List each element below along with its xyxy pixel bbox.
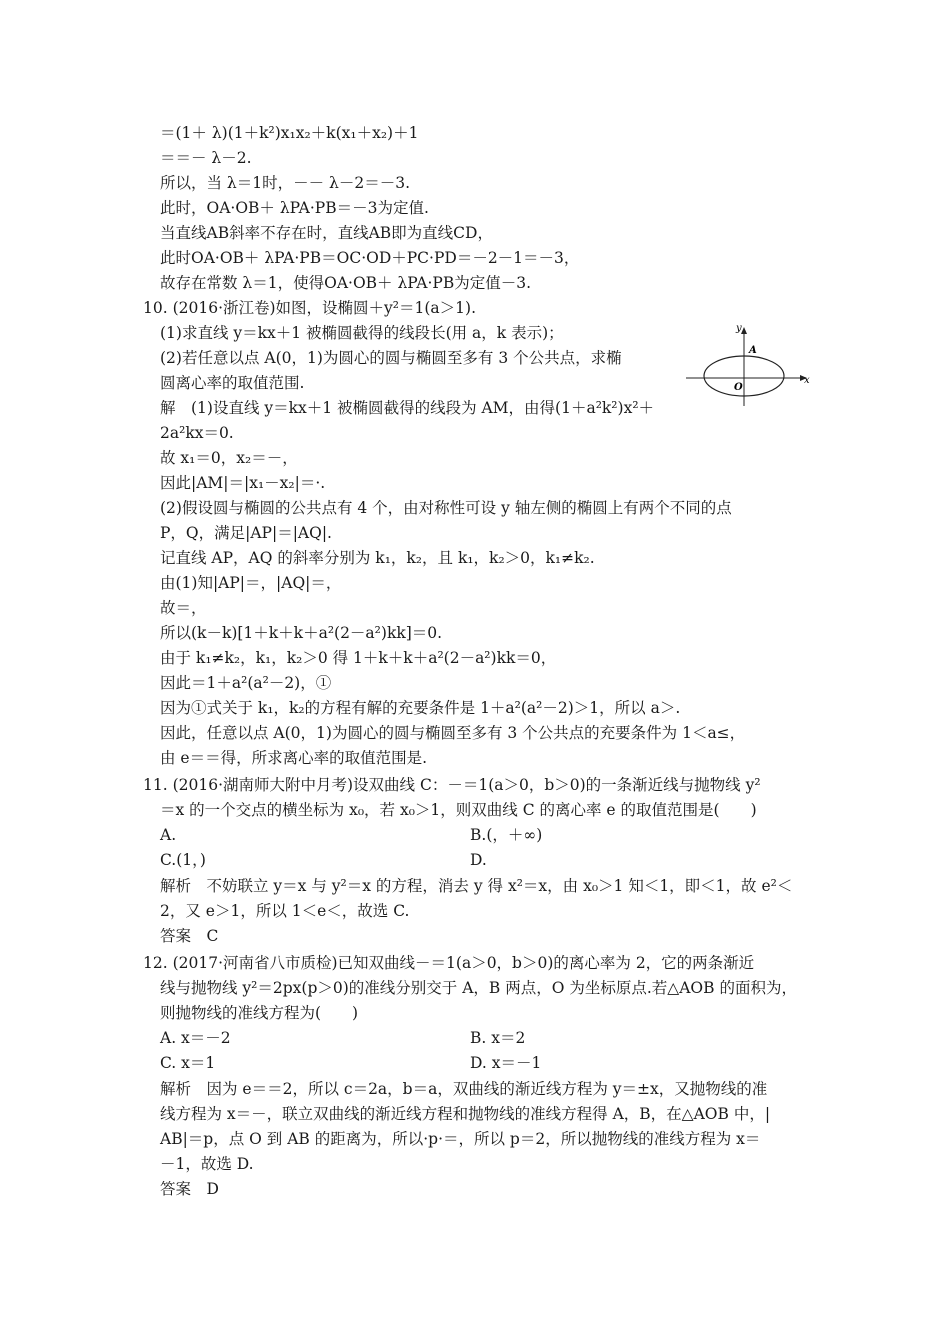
- text-line: 圆离心率的取值范围.: [160, 374, 305, 392]
- text-line: 则抛物线的准线方程为( ): [160, 1004, 359, 1022]
- text-line: 所以(k－k)[1＋k＋k＋a²(2－a²)kk]＝0.: [160, 624, 443, 642]
- option-d: D.: [470, 851, 487, 869]
- text-line: 解析 不妨联立 y＝x 与 y²＝x 的方程，消去 y 得 x²＝x，由 x₀＞1 知＜1，即＜1，故 e²＜: [160, 877, 793, 895]
- origin-label: O: [734, 382, 743, 393]
- text-line: 由于 k₁≠k₂，k₁，k₂＞0 得 1＋k＋k＋a²(2－a²)kk＝0，: [160, 649, 557, 667]
- answer-line: 答案 D: [160, 1180, 219, 1198]
- y-axis-arrow-icon: [741, 327, 747, 334]
- text-line: (1)求直线 y＝kx＋1 被椭圆截得的线段长(用 a，k 表示)；: [160, 324, 564, 342]
- answer-line: 答案 C: [160, 927, 219, 945]
- text-line: 因为①式关于 k₁，k₂的方程有解的充要条件是 1＋a²(a²－2)＞1，所以 a＞.: [160, 699, 681, 717]
- text-line: (2)若任意以点 A(0，1)为圆心的圆与椭圆至多有 3 个公共点，求椭: [160, 349, 622, 367]
- text-line: 记直线 AP，AQ 的斜率分别为 k₁，k₂，且 k₁，k₂＞0，k₁≠k₂.: [160, 549, 595, 567]
- option-a: A.: [160, 826, 177, 844]
- question-10-title: 10. (2016·浙江卷)如图，设椭圆＋y²＝1(a＞1).: [143, 299, 477, 317]
- text-line: 解析 因为 e＝＝2，所以 c＝2a，b＝a，双曲线的渐近线方程为 y＝±x，又抛物线的准: [160, 1080, 768, 1098]
- text-line: ＝(1＋ λ)(1＋k²)x₁x₂＋k(x₁＋x₂)＋1: [160, 124, 419, 142]
- text-line: P，Q，满足|AP|＝|AQ|.: [160, 524, 332, 542]
- text-line: 此时OA·OB＋ λPA·PB＝OC·OD＋PC·PD＝－2－1＝－3，: [160, 249, 580, 267]
- option-a: A. x＝－2: [160, 1029, 231, 1047]
- text-line: 故＝，: [160, 599, 207, 617]
- text-line: －1，故选 D.: [160, 1155, 254, 1173]
- text-line: 由(1)知|AP|＝，|AQ|＝，: [160, 574, 342, 592]
- text-line: 由 e＝＝得，所求离心率的取值范围是.: [160, 749, 428, 767]
- text-line: 故存在常数 λ＝1，使得OA·OB＋ λPA·PB为定值－3.: [160, 274, 532, 292]
- option-b: B. x＝2: [470, 1029, 526, 1047]
- option-b: B.(，＋∞): [470, 826, 543, 844]
- text-line: 因此＝1＋a²(a²－2)，①: [160, 674, 332, 692]
- text-line: AB|＝p，点 O 到 AB 的距离为，所以·p·＝，所以 p＝2，所以抛物线的准线方程为 x＝: [160, 1130, 761, 1148]
- text-line: 当直线AB斜率不存在时，直线AB即为直线CD，: [160, 224, 493, 242]
- y-axis-label: y: [736, 323, 742, 334]
- point-a-label: A: [749, 345, 757, 356]
- ellipse-figure: [683, 318, 813, 413]
- text-line: 此时，OA·OB＋ λPA·PB＝－3为定值.: [160, 199, 429, 217]
- text-line: 所以，当 λ＝1时，－－ λ－2＝－3.: [160, 174, 411, 192]
- text-line: 因此，任意以点 A(0，1)为圆心的圆与椭圆至多有 3 个公共点的充要条件为 1＜a≤，: [160, 724, 746, 742]
- question-11-title: 11. (2016·湖南师大附中月考)设双曲线 C：－＝1(a＞0，b＞0)的一条渐近线与抛物线 y²: [143, 776, 761, 794]
- text-line: 2，又 e＞1，所以 1＜e＜，故选 C.: [160, 902, 410, 920]
- text-line: 故 x₁＝0，x₂＝－，: [160, 449, 298, 467]
- text-line: 线方程为 x＝－，联立双曲线的渐近线方程和抛物线的准线方程得 A，B，在△AOB 中，|: [160, 1105, 771, 1123]
- text-line: 2a²kx＝0.: [160, 424, 234, 442]
- text-line: (2)假设圆与椭圆的公共点有 4 个，由对称性可设 y 轴左侧的椭圆上有两个不同的点: [160, 499, 732, 517]
- text-line: ＝x 的一个交点的横坐标为 x₀，若 x₀＞1，则双曲线 C 的离心率 e 的取值范围是( ): [160, 801, 757, 819]
- text-line: 解 (1)设直线 y＝kx＋1 被椭圆截得的线段为 AM，由得(1＋a²k²)x²＋: [160, 399, 655, 417]
- option-d: D. x＝－1: [470, 1054, 542, 1072]
- text-line: ＝＝－ λ－2.: [160, 149, 252, 167]
- option-c: C.(1，): [160, 851, 206, 869]
- question-12-title: 12. (2017·河南省八市质检)已知双曲线－＝1(a＞0，b＞0)的离心率为 2，它的两条渐近: [143, 954, 755, 972]
- option-c: C. x＝1: [160, 1054, 216, 1072]
- text-line: 因此|AM|＝|x₁－x₂|＝·.: [160, 474, 326, 492]
- x-axis-label: x: [804, 375, 810, 386]
- text-line: 线与抛物线 y²＝2px(p＞0)的准线分别交于 A，B 两点，O 为坐标原点.若△AOB 的面积为，: [160, 979, 797, 997]
